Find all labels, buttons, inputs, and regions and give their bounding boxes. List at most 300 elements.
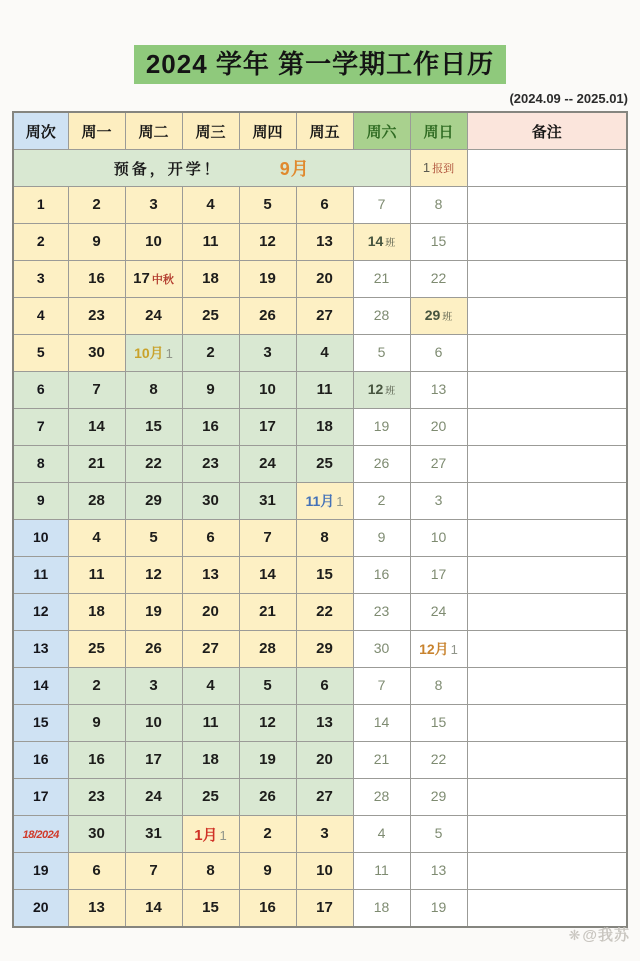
cell-text: 1 xyxy=(165,346,173,362)
cell-text: 5 xyxy=(434,825,443,842)
cell-text: 3 xyxy=(263,344,272,362)
week-row xyxy=(13,742,627,779)
day-cell xyxy=(182,594,239,631)
week-row xyxy=(13,372,627,409)
cell-text: 班 xyxy=(385,238,396,250)
cell-text: 10 xyxy=(430,529,447,546)
cell-text: 2 xyxy=(36,233,45,250)
cell-text: 13 xyxy=(316,233,333,251)
day-cell xyxy=(68,742,125,779)
cell-text: 23 xyxy=(373,603,390,620)
cell-text: 19 xyxy=(259,270,276,288)
cell-text: 班 xyxy=(385,386,396,398)
day-cell xyxy=(353,890,410,928)
cell-text: 4 xyxy=(206,677,215,695)
day-cell xyxy=(296,668,353,705)
cell-text: 17 xyxy=(430,566,447,583)
cell-text: 28 xyxy=(373,788,390,805)
cell-text: 4 xyxy=(206,196,215,214)
day-cell xyxy=(353,446,410,483)
day-cell xyxy=(182,409,239,446)
cell-text: 15 xyxy=(32,714,49,731)
week-row xyxy=(13,446,627,483)
day-cell xyxy=(239,409,296,446)
day-cell xyxy=(410,816,467,853)
cell-text: 24 xyxy=(145,307,162,325)
note-cell xyxy=(467,261,627,298)
cell-text: 28 xyxy=(373,307,390,324)
day-cell xyxy=(239,779,296,816)
day-cell xyxy=(410,298,467,335)
day-cell xyxy=(410,261,467,298)
day-cell xyxy=(296,853,353,890)
cell-text: 2 xyxy=(92,196,101,214)
cell-text: 6 xyxy=(36,381,45,398)
day-cell xyxy=(182,372,239,409)
cell-text: 1 xyxy=(450,642,458,658)
day-cell xyxy=(68,705,125,742)
day-cell xyxy=(410,779,467,816)
calendar-body xyxy=(13,150,627,928)
cell-text: 26 xyxy=(259,788,276,806)
day-cell xyxy=(68,483,125,520)
header-cell: 周三 xyxy=(182,112,239,150)
cell-text: 14 xyxy=(259,566,276,584)
day-cell xyxy=(353,520,410,557)
day-cell xyxy=(296,298,353,335)
note-cell xyxy=(467,557,627,594)
day-cell xyxy=(125,742,182,779)
day-cell xyxy=(353,557,410,594)
cell-text: 8 xyxy=(206,862,215,880)
week-row xyxy=(13,557,627,594)
cell-text: 13 xyxy=(202,566,219,584)
cell-text: 11 xyxy=(202,233,219,251)
day-cell xyxy=(410,668,467,705)
day-cell xyxy=(296,594,353,631)
note-cell xyxy=(467,187,627,224)
cell-text: 12 xyxy=(32,603,49,620)
day-cell xyxy=(296,779,353,816)
cell-text: 16 xyxy=(202,418,219,436)
day-cell xyxy=(68,890,125,928)
cell-text: 7 xyxy=(263,529,272,547)
cell-text: 13 xyxy=(316,714,333,732)
day-cell xyxy=(125,520,182,557)
cell-text: 16 xyxy=(259,899,276,917)
cell-text: 1 xyxy=(219,827,227,843)
cell-text: 19 xyxy=(32,862,49,879)
cell-text: 5 xyxy=(377,344,386,361)
cell-text: 29 xyxy=(424,307,441,324)
cell-text: 25 xyxy=(202,307,219,325)
cell-text: 10月 xyxy=(134,345,164,362)
cell-text: 9 xyxy=(206,381,215,399)
day-cell xyxy=(68,372,125,409)
cell-text: 23 xyxy=(202,455,219,473)
cell-text: 1 xyxy=(422,160,431,176)
day-cell xyxy=(353,483,410,520)
cell-text: 20 xyxy=(316,751,333,769)
cell-text: 2 xyxy=(92,677,101,695)
cell-text: 9 xyxy=(92,714,101,732)
day-cell xyxy=(125,668,182,705)
day-cell xyxy=(239,668,296,705)
day-cell xyxy=(239,705,296,742)
cell-text: 8 xyxy=(149,381,158,399)
cell-text: 7 xyxy=(377,196,386,213)
day-cell xyxy=(182,520,239,557)
week-number-cell xyxy=(13,372,68,409)
day-cell xyxy=(125,335,182,372)
day-cell xyxy=(68,779,125,816)
header-cell: 周一 xyxy=(68,112,125,150)
cell-text: 14 xyxy=(367,233,384,250)
cell-text: 17 xyxy=(32,788,49,805)
week-number-cell xyxy=(13,409,68,446)
day-cell xyxy=(410,705,467,742)
day-cell xyxy=(182,224,239,261)
watermark xyxy=(569,924,630,945)
week-number-cell xyxy=(13,187,68,224)
week-number-cell xyxy=(13,594,68,631)
cell-text: 5 xyxy=(263,196,272,214)
day-cell xyxy=(125,631,182,668)
week-number-cell xyxy=(13,853,68,890)
note-cell xyxy=(467,742,627,779)
cell-text: 25 xyxy=(202,788,219,806)
cell-text: 4 xyxy=(92,529,101,547)
cell-text: 6 xyxy=(206,529,215,547)
cell-text: 23 xyxy=(88,307,105,325)
cell-text: 16 xyxy=(373,566,390,583)
day-cell xyxy=(182,446,239,483)
day-cell xyxy=(182,483,239,520)
cell-text: 13 xyxy=(430,381,447,398)
day-cell xyxy=(353,705,410,742)
week-row xyxy=(13,298,627,335)
day-cell xyxy=(125,705,182,742)
week-row xyxy=(13,890,627,928)
cell-text: 5 xyxy=(36,344,45,361)
day-cell xyxy=(68,853,125,890)
note-cell xyxy=(467,705,627,742)
cell-text: 18 xyxy=(202,270,219,288)
day-cell xyxy=(296,409,353,446)
cell-text: 22 xyxy=(316,603,333,621)
day-cell xyxy=(353,372,410,409)
week-row xyxy=(13,409,627,446)
cell-text: 8 xyxy=(434,196,443,213)
cell-text: 18 xyxy=(202,751,219,769)
week-row xyxy=(13,779,627,816)
day-cell xyxy=(353,742,410,779)
cell-text: 9 xyxy=(92,233,101,251)
day-cell xyxy=(296,557,353,594)
cell-text: 13 xyxy=(32,640,49,657)
week-row xyxy=(13,631,627,668)
day-cell xyxy=(68,557,125,594)
week-row xyxy=(13,483,627,520)
cell-text: 25 xyxy=(88,640,105,658)
cell-text: 24 xyxy=(430,603,447,620)
day-cell xyxy=(182,261,239,298)
week-row xyxy=(13,224,627,261)
cell-text: 14 xyxy=(88,418,105,436)
day-cell xyxy=(239,224,296,261)
cell-text: 20 xyxy=(202,603,219,621)
day-cell xyxy=(353,853,410,890)
day-cell xyxy=(410,224,467,261)
day-cell xyxy=(296,224,353,261)
day-cell xyxy=(296,705,353,742)
note-cell xyxy=(467,890,627,928)
day-cell xyxy=(410,372,467,409)
cell-text: 3 xyxy=(149,196,158,214)
cell-text: 27 xyxy=(316,788,333,806)
cell-text: 8 xyxy=(434,677,443,694)
cell-text: 2 xyxy=(206,344,215,362)
cell-text: 1 xyxy=(336,494,344,510)
header-cell: 周四 xyxy=(239,112,296,150)
cell-text: 12 xyxy=(367,381,384,398)
cell-text: 31 xyxy=(145,825,162,843)
week-number-cell xyxy=(13,742,68,779)
day-cell xyxy=(182,631,239,668)
cell-text: 11月 xyxy=(305,493,335,510)
note-cell xyxy=(467,853,627,890)
day-cell xyxy=(239,557,296,594)
note-cell xyxy=(467,631,627,668)
cell-text: 11 xyxy=(202,714,219,732)
cell-text: 21 xyxy=(373,270,390,287)
day-cell xyxy=(353,187,410,224)
cell-text: 13 xyxy=(88,899,105,917)
cell-text: 17 xyxy=(316,899,333,917)
day-cell xyxy=(68,261,125,298)
cell-text: 30 xyxy=(373,640,390,657)
day-cell xyxy=(296,631,353,668)
day-cell xyxy=(125,446,182,483)
week-number-cell xyxy=(13,816,68,853)
day-cell xyxy=(410,853,467,890)
header-cell: 周五 xyxy=(296,112,353,150)
cell-text: 15 xyxy=(202,899,219,917)
day-cell xyxy=(125,816,182,853)
day-cell xyxy=(239,372,296,409)
cell-text: 18 xyxy=(88,603,105,621)
cell-text: 27 xyxy=(202,640,219,658)
day-cell xyxy=(296,335,353,372)
cell-text: 23 xyxy=(88,788,105,806)
day-cell xyxy=(182,816,239,853)
day-cell xyxy=(296,816,353,853)
week-number-cell xyxy=(13,298,68,335)
header-cell: 周六 xyxy=(353,112,410,150)
cell-text: 28 xyxy=(259,640,276,658)
cell-text: 2 xyxy=(263,825,272,843)
cell-text: 5 xyxy=(263,677,272,695)
day-cell xyxy=(125,187,182,224)
cell-text: 17 xyxy=(145,751,162,769)
wasu-logo-icon: ❋ xyxy=(568,927,582,943)
day-cell xyxy=(353,261,410,298)
cell-text: 3 xyxy=(36,270,45,287)
cell-text: 7 xyxy=(377,677,386,694)
week-row xyxy=(13,520,627,557)
day-cell xyxy=(182,298,239,335)
cell-text: 21 xyxy=(373,751,390,768)
day-cell xyxy=(239,187,296,224)
day-cell xyxy=(125,557,182,594)
day-cell xyxy=(296,372,353,409)
september-banner-row xyxy=(13,150,627,187)
day-cell xyxy=(410,631,467,668)
note-cell xyxy=(467,816,627,853)
day-cell xyxy=(68,298,125,335)
day-cell xyxy=(296,483,353,520)
day-cell xyxy=(182,853,239,890)
cell-text: 1 xyxy=(36,196,45,213)
cell-text: 班 xyxy=(442,312,453,324)
cell-text: 20 xyxy=(316,270,333,288)
note-cell xyxy=(467,372,627,409)
cell-text: 18/2024 xyxy=(22,829,59,842)
cell-text: 14 xyxy=(373,714,390,731)
week-row xyxy=(13,261,627,298)
cell-text: 1月 xyxy=(194,826,218,844)
day-cell xyxy=(125,261,182,298)
cell-text: 8 xyxy=(320,529,329,547)
cell-text: 14 xyxy=(145,899,162,917)
day-cell xyxy=(182,187,239,224)
week-number-cell xyxy=(13,705,68,742)
cell-text: 14 xyxy=(32,677,49,694)
week-number-cell xyxy=(13,520,68,557)
day-cell xyxy=(182,890,239,928)
cell-text: 26 xyxy=(259,307,276,325)
week-row xyxy=(13,594,627,631)
day-cell xyxy=(182,557,239,594)
week-row xyxy=(13,853,627,890)
cell-text: 15 xyxy=(430,233,447,250)
day-cell xyxy=(125,890,182,928)
cell-text: 21 xyxy=(88,455,105,473)
cell-text: 18 xyxy=(373,899,390,916)
cell-text: 12 xyxy=(259,233,276,251)
cell-text: 7 xyxy=(36,418,45,435)
day-cell xyxy=(125,224,182,261)
cell-text: 19 xyxy=(145,603,162,621)
date-range: (2024.09 -- 2025.01) xyxy=(509,91,628,107)
cell-text: 24 xyxy=(259,455,276,473)
cell-text: 30 xyxy=(88,825,105,843)
day-cell xyxy=(239,631,296,668)
cell-text: 12 xyxy=(145,566,162,584)
note-cell xyxy=(467,298,627,335)
day-cell xyxy=(68,520,125,557)
cell-text: 3 xyxy=(149,677,158,695)
header-cell: 周日 xyxy=(410,112,467,150)
week-row xyxy=(13,816,627,853)
day-cell xyxy=(410,890,467,928)
cell-text: 19 xyxy=(259,751,276,769)
cell-text: 5 xyxy=(149,529,158,547)
note-cell xyxy=(467,668,627,705)
cell-text: 3 xyxy=(320,825,329,843)
day-cell xyxy=(239,335,296,372)
day-cell xyxy=(182,335,239,372)
cell-text: 19 xyxy=(430,899,447,916)
week-number-cell xyxy=(13,224,68,261)
day-cell xyxy=(125,779,182,816)
week-row xyxy=(13,335,627,372)
week-number-cell xyxy=(13,483,68,520)
watermark-text: @我苏 xyxy=(582,927,630,944)
cell-text: 11 xyxy=(374,862,389,879)
note-cell xyxy=(467,409,627,446)
registration-day-cell xyxy=(410,150,467,187)
cell-text: 26 xyxy=(145,640,162,658)
day-cell xyxy=(353,816,410,853)
cell-text: 9 xyxy=(263,862,272,880)
day-cell xyxy=(296,742,353,779)
day-cell xyxy=(239,742,296,779)
week-row xyxy=(13,668,627,705)
day-cell xyxy=(353,779,410,816)
cell-text: 8 xyxy=(36,455,45,472)
day-cell xyxy=(353,668,410,705)
note-cell xyxy=(467,483,627,520)
week-number-cell xyxy=(13,446,68,483)
cell-text: 17 xyxy=(259,418,276,436)
cell-text: 13 xyxy=(430,862,447,879)
day-cell xyxy=(239,298,296,335)
banner-text: 预备，开学！ xyxy=(113,160,222,178)
day-cell xyxy=(410,446,467,483)
cell-text: 25 xyxy=(316,455,333,473)
cell-text: 31 xyxy=(259,492,276,510)
cell-text: 中秋 xyxy=(151,274,174,287)
cell-text: 21 xyxy=(259,603,276,621)
day-cell xyxy=(182,668,239,705)
week-number-cell xyxy=(13,779,68,816)
month-banner-cell xyxy=(13,150,410,187)
day-cell xyxy=(125,483,182,520)
cell-text: 9 xyxy=(377,529,386,546)
day-cell xyxy=(68,187,125,224)
cell-text: 15 xyxy=(316,566,333,584)
week-number-cell xyxy=(13,557,68,594)
cell-text: 10 xyxy=(145,233,162,251)
cell-text: 24 xyxy=(145,788,162,806)
day-cell xyxy=(353,298,410,335)
day-cell xyxy=(410,187,467,224)
day-cell xyxy=(125,409,182,446)
cell-text: 22 xyxy=(145,455,162,473)
header-cell: 备注 xyxy=(467,112,627,150)
day-cell xyxy=(410,335,467,372)
day-cell xyxy=(296,446,353,483)
day-cell xyxy=(68,335,125,372)
day-cell xyxy=(68,409,125,446)
day-cell xyxy=(296,261,353,298)
cell-text: 9 xyxy=(36,492,45,509)
cell-text: 6 xyxy=(434,344,443,361)
cell-text: 20 xyxy=(430,418,447,435)
cell-text: 20 xyxy=(32,899,49,916)
cell-text: 11 xyxy=(33,566,49,583)
